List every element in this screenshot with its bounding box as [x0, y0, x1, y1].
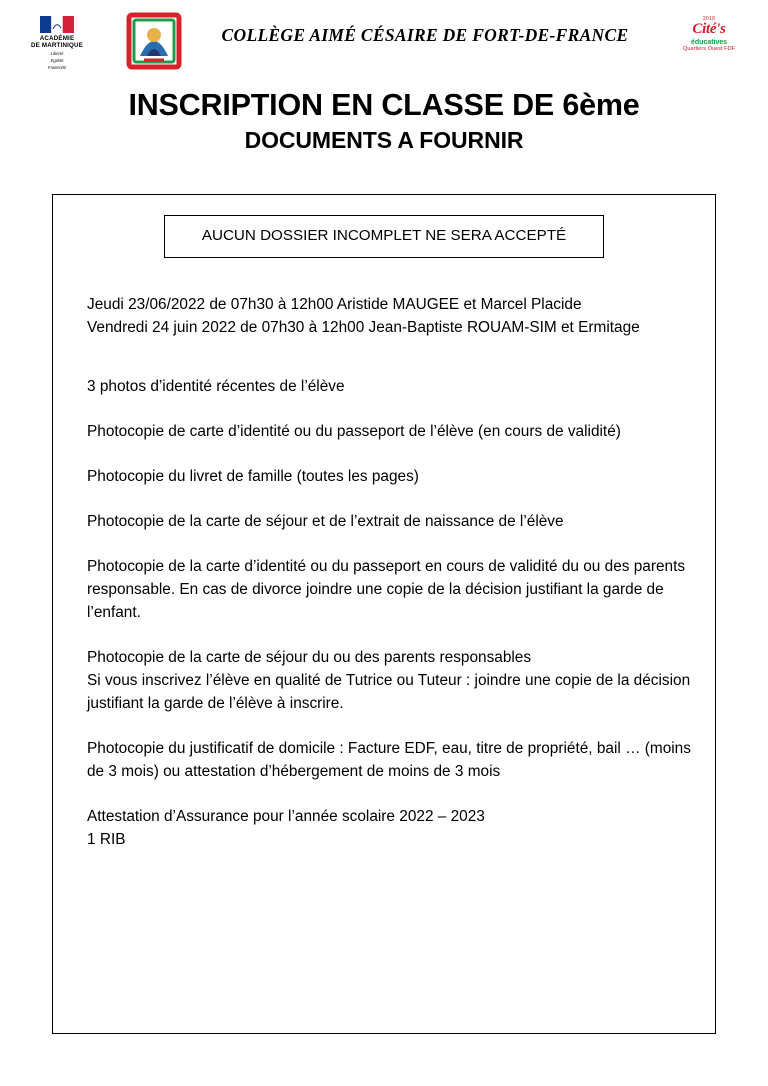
session-date-line: Vendredi 24 juin 2022 de 07h30 à 12h00 Jean-Baptiste ROUAM-SIM et Ermitage: [87, 319, 640, 336]
cites-main-label: Cité's: [692, 21, 726, 37]
session-dates: [71, 293, 697, 339]
list-item: Photocopie du livret de famille (toutes les pages): [87, 468, 419, 485]
list-item: 3 photos d’identité récentes de l’élève: [87, 378, 345, 395]
marianne-icon: [40, 16, 74, 33]
content-frame: [52, 194, 716, 1034]
academie-motto-liberte: Liberté: [50, 51, 64, 56]
cites-educatives-logo: [668, 10, 750, 53]
list-item: Attestation d’Assurance pour l’année scolaire 2022 – 2023 1 RIB: [87, 808, 485, 848]
session-date-line: Jeudi 23/06/2022 de 07h30 à 12h00 Aristide MAUGEE et Marcel Placide: [87, 296, 582, 313]
cites-top-label: 2018: [702, 16, 716, 22]
list-item: Photocopie de carte d’identité ou du passeport de l’élève (en cours de validité): [87, 423, 621, 440]
list-item: Photocopie de la carte d’identité ou du passeport en cours de validité du ou des parents responsable. En cas de divorce joindre une copie de la décision justifiant la garde de l’enfant.: [87, 558, 686, 621]
page-subtitle: DOCUMENTS A FOURNIR: [244, 127, 524, 153]
cites-bottom-label: Quartiers Ouest FDF: [683, 46, 735, 52]
collectivite-martinique-logo: [126, 10, 182, 75]
cites-sub-label: éducatives: [690, 37, 728, 46]
document-header: [0, 0, 768, 72]
list-item: Photocopie du justificatif de domicile : Facture EDF, eau, titre de propriété, bail … (moins de 3 mois) ou attestation d’hébergement de moins de 3 mois: [87, 740, 691, 780]
documents-list: [71, 375, 697, 851]
academie-motto-egalite: Égalité: [50, 58, 64, 63]
academie-line2: DE MARTINIQUE: [30, 42, 84, 49]
list-item: Photocopie de la carte de séjour du ou des parents responsables Si vous inscrivez l’élève en qualité de Tutrice ou Tuteur : joindre une copie de la décision justifiant la garde de l’élève à inscrire.: [87, 649, 691, 712]
notice-banner: AUCUN DOSSIER INCOMPLET NE SERA ACCEPTÉ: [164, 215, 604, 258]
page-header-title: COLLÈGE AIMÉ CÉSAIRE DE FORT-DE-FRANCE: [221, 25, 629, 45]
academie-line1: ACADÉMIE: [39, 35, 75, 42]
academie-logo: [18, 10, 96, 70]
list-item: Photocopie de la carte de séjour et de l’extrait de naissance de l’élève: [87, 513, 564, 530]
page-title: INSCRIPTION EN CLASSE DE 6ème: [128, 88, 640, 122]
academie-motto-fraternite: Fraternité: [48, 65, 66, 70]
